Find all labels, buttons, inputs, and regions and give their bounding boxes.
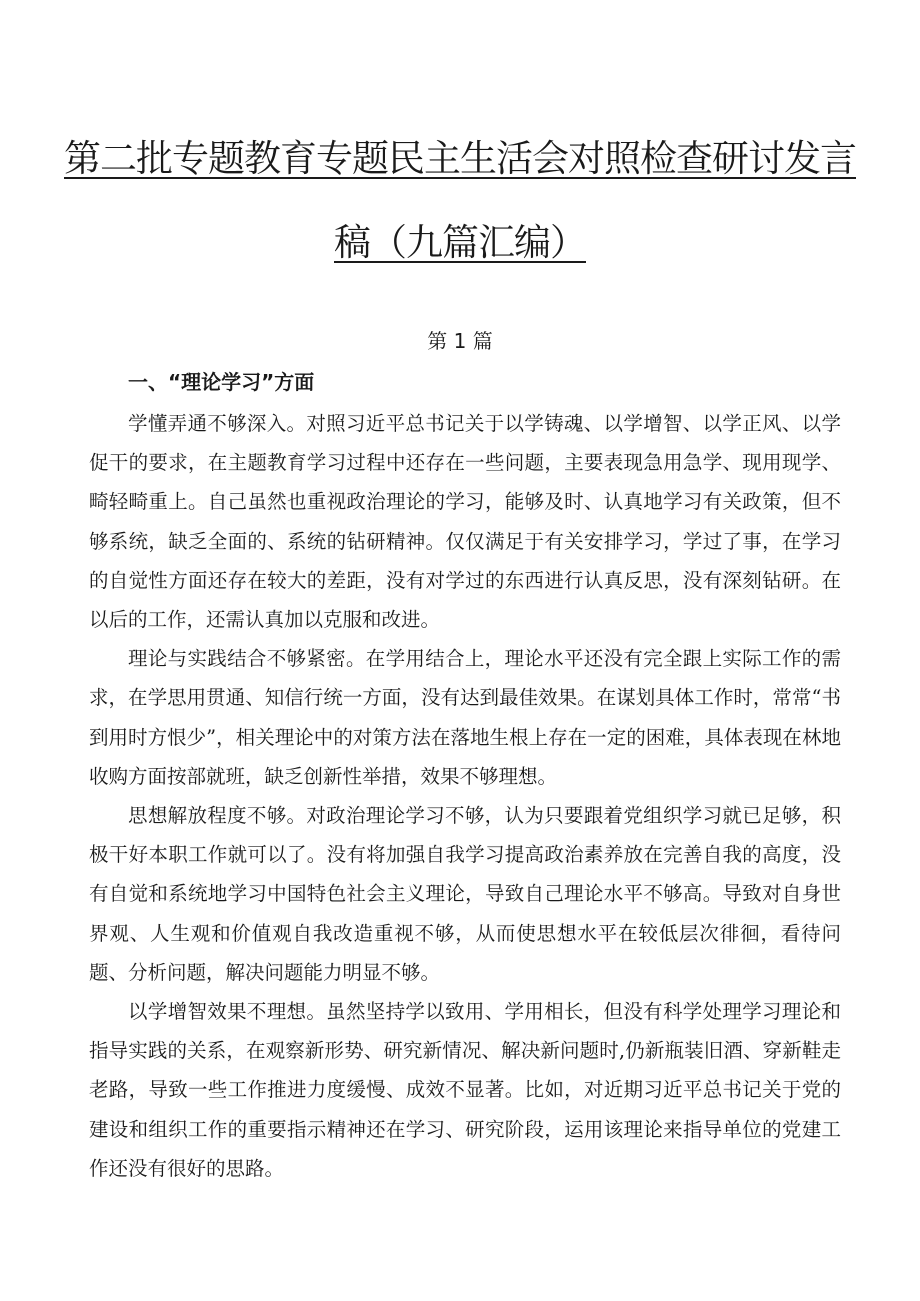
paragraph: 思想解放程度不够。对政治理论学习不够，认为只要跟着党组织学习就已足够，积极干好本职工作就可以了。没有将加强自我学习提高政治素养放在完善自我的高度，没有自觉和系统地学习中国特色社会主义理论，导致自己理论水平不够高。导致对自身世界观、人生观和价值观自我改造重视不够，从而使思想水平在较低层次徘徊，看待问题、分析问题，解决问题能力明显不够。 — [89, 804, 841, 984]
document-title-line-1 — [0, 137, 920, 181]
body-text — [89, 404, 841, 1188]
section-heading: 一、“理论学习”方面 — [128, 370, 315, 394]
paragraph: 理论与实践结合不够紧密。在学用结合上，理论水平还没有完全跟上实际工作的需求，在学思用贯通、知信行统一方面，没有达到最佳效果。在谋划具体工作时，常常“书到用时方恨少”，相关理论中的对策方法在落地生根上存在一定的困难，具体表现在林地收购方面按部就班，缺乏创新性举措，效果不够理想。 — [89, 647, 841, 788]
chapter-label: 第 1 篇 — [427, 329, 493, 353]
paragraph: 以学增智效果不理想。虽然坚持学以致用、学用相长，但没有科学处理学习理论和指导实践的关系，在观察新形势、研究新情况、解决新问题时,仍新瓶装旧酒、穿新鞋走老路，导致一些工作推进力度缓慢、成效不显著。比如，对近期习近平总书记关于党的建设和组织工作的重要指示精神还在学习、研究阶段，运用该理论来指导单位的党建工作还没有很好的思路。 — [89, 1000, 841, 1180]
document-title-line-2 — [0, 221, 920, 265]
document-title-text-1: 第二批专题教育专题民主生活会对照检查研讨发言 — [64, 137, 856, 180]
paragraph: 学懂弄通不够深入。对照习近平总书记关于以学铸魂、以学增智、以学正风、以学促干的要求，在主题教育学习过程中还存在一些问题，主要表现急用急学、现用现学、畸轻畸重上。自己虽然也重视政治理论的学习，能够及时、认真地学习有关政策，但不够系统，缺乏全面的、系统的钻研精神。仅仅满足于有关安排学习，学过了事，在学习的自觉性方面还存在较大的差距，没有对学过的东西进行认真反思，没有深刻钻研。在以后的工作，还需认真加以克服和改进。 — [89, 412, 841, 632]
document-title-text-2: 稿（九篇汇编） — [334, 221, 586, 264]
